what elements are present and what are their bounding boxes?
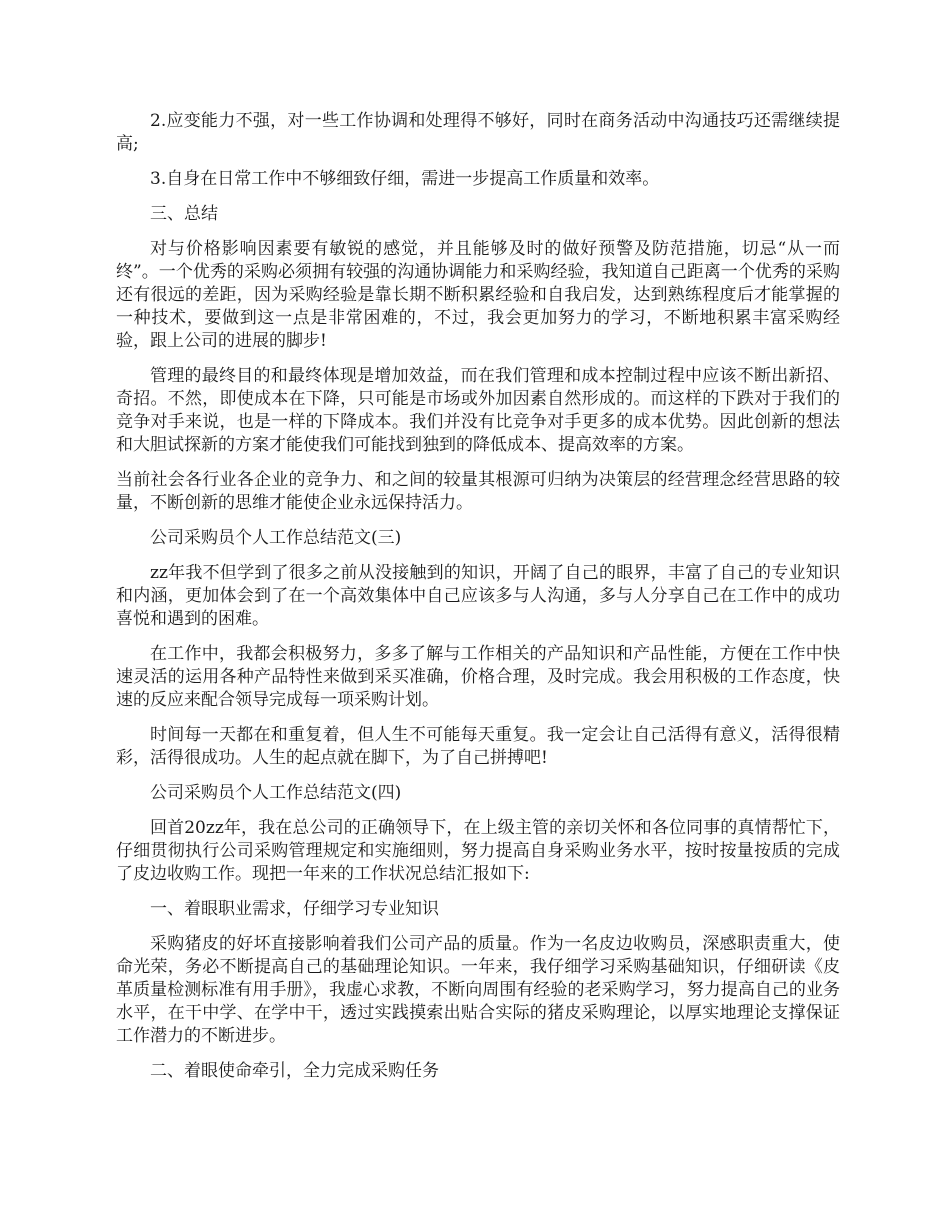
paragraph-life-meaning: 时间每一天都在和重复着，但人生不可能每天重复。我一定会让自己活得有意义，活得很精彩，活得很成功。人生的起点就在脚下，为了自己拼搏吧! xyxy=(116,725,840,768)
section-heading-mission: 二、着眼使命牵引，全力完成采购任务 xyxy=(150,1061,439,1081)
paragraph-price-factors: 对与价格影响因素要有敏锐的感觉，并且能够及时的做好预警及防范措施，切忌“从一而终”。一个优秀的采购必须拥有较强的沟通协调能力和采购经验，我知道自己距离一个优秀的采购还有很远的差距，因为采购经验是靠长期不断积累经验和自我启发，达到熟练程度后才能掌握的一种技术，要做到这一点是非常困难的，不过，我会更加努力的学习，不断地积累丰富采购经验，跟上公司的进展的脚步! xyxy=(116,239,840,351)
paragraph-year-review: 回首20zz年，我在总公司的正确领导下，在上级主管的亲切关怀和各位同事的真情帮忙下，仔细贯彻执行公司采购管理规定和实施细则，努力提高自身采购业务水平，按时按量按质的完成了皮边收购工作。现把一年来的工作状况总结汇报如下: xyxy=(116,818,840,884)
section-heading-sample-4: 公司采购员个人工作总结范文(四) xyxy=(150,783,402,803)
paragraph-year-learning: zz年我不但学到了很多之前从没接触到的知识，开阔了自己的眼界，丰富了自己的专业知识和内涵，更加体会到了在一个高效集体中自己应该多与人沟通，多与人分享自己在工作中的成功喜悦和遇到的困难。 xyxy=(116,563,840,629)
section-heading-sample-3: 公司采购员个人工作总结范文(三) xyxy=(150,528,402,548)
paragraph-point-2: 2.应变能力不强，对一些工作协调和处理得不够好，同时在商务活动中沟通技巧还需继续提高; xyxy=(116,111,840,154)
paragraph-management-goal: 管理的最终目的和最终体现是增加效益，而在我们管理和成本控制过程中应该不断出新招、奇招。不然，即使成本在下降，只可能是市场或外加因素自然形成的。而这样的下跌对于我们的竞争对手来说，也是一样的下降成本。我们并没有比竞争对手更多的成本优势。因此创新的想法和大胆试探新的方案才能使我们可能找到独到的降低成本、提高效率的方案。 xyxy=(116,366,840,455)
section-heading-summary: 三、总结 xyxy=(150,204,218,224)
document-page xyxy=(116,110,840,1095)
paragraph-work-effort: 在工作中，我都会积极努力，多多了解与工作相关的产品知识和产品性能，方便在工作中快速灵活的运用各种产品特性来做到采买准确，价格合理，及时完成。我会用积极的工作态度，快速的反应来配合领导完成每一项采购计划。 xyxy=(116,644,840,710)
paragraph-point-3: 3.自身在日常工作中不够细致仔细，需进一步提高工作质量和效率。 xyxy=(150,169,660,189)
paragraph-competition: 当前社会各行业各企业的竞争力、和之间的较量其根源可归纳为决策层的经营理念经营思路的较量，不断创新的思维才能使企业永远保持活力。 xyxy=(116,470,840,513)
paragraph-pigskin-quality: 采购猪皮的好坏直接影响着我们公司产品的质量。作为一名皮边收购员，深感职责重大，使命光荣，务必不断提高自己的基础理论知识。一年来，我仔细学习采购基础知识，仔细研读《皮革质量检测标准有用手册》，我虚心求教，不断向周围有经验的老采购学习，努力提高自己的业务水平，在干中学、在学中干，透过实践摸索出贴合实际的猪皮采购理论，以厚实地理论支撑保证工作潜力的不断进步。 xyxy=(116,934,840,1046)
section-heading-study: 一、着眼职业需求，仔细学习专业知识 xyxy=(150,899,439,919)
